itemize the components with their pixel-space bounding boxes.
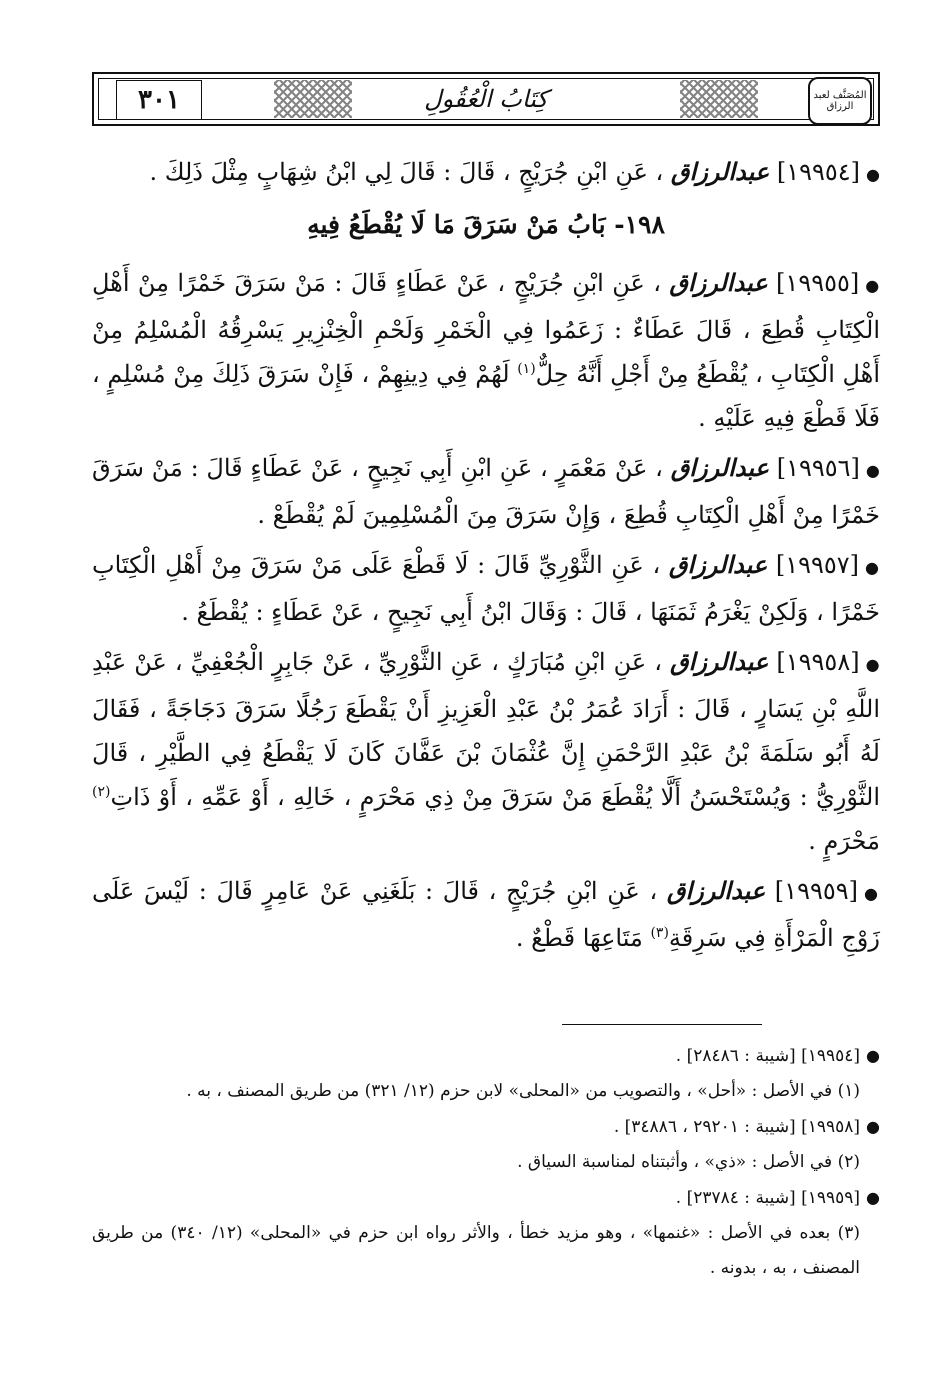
author-name: عبدالرزاق	[666, 876, 766, 905]
bullet-icon: ●	[865, 558, 880, 577]
hadith-19959	[92, 869, 880, 960]
bullet-icon: ●	[865, 461, 880, 480]
hadith-number: [١٩٩٥٤]	[776, 158, 861, 186]
footnote-text: [١٩٩٥٩] [شيبة : ٢٣٧٨٤] .	[675, 1188, 861, 1208]
author-name: عبدالرزاق	[668, 550, 768, 579]
book-logo: المُصَنَّف لعبد الرزاق	[808, 77, 872, 125]
footnote-source-19954	[92, 1038, 880, 1074]
footnote-separator	[562, 1024, 762, 1025]
footnote-ref: (١)	[517, 361, 536, 377]
footnote-source-19958	[92, 1109, 880, 1145]
bullet-icon: ●	[865, 276, 880, 295]
footnote-ref: (٢)	[92, 784, 111, 800]
hadith-19957	[92, 543, 880, 634]
footnotes	[92, 1038, 880, 1286]
author-name: عبدالرزاق	[670, 647, 769, 676]
hadith-text: ، عَنِ ابْنِ جُرَيْجٍ ، عَنْ عَطَاءٍ قَالَ : مَنْ سَرَقَ خَمْرًا مِنْ أَهْلِ الْكِتَابِ قُطِعَ ، قَالَ عَطَاءٌ : زَعَمُوا فِي الْخَمْرِ وَلَحْمِ الْخِنْزِيرِ يَسْرِقُهُ الْمُسْلِمُ مِنْ أَهْلِ الْكِتَابِ ، يُقْطَعُ مِنْ أَجْلِ أَنَّهُ حِلٌّ	[92, 269, 881, 388]
hadith-text-cont: مَتَاعِهَا قَطْعٌ .	[515, 924, 643, 952]
page-number: ٣٠١	[116, 80, 202, 120]
hadith-text: ، عَنِ ابْنِ جُرَيْجٍ ، قَالَ : بَلَغَنِي عَنْ عَامِرٍ قَالَ : لَيْسَ عَلَى زَوْجِ الْمَرْأَةِ فِي سَرِقَةِ	[92, 877, 880, 952]
bullet-icon: ●	[864, 884, 880, 903]
footnote-2	[92, 1145, 880, 1180]
bullet-icon: ●	[865, 655, 880, 674]
hadith-19958	[92, 640, 880, 863]
bullet-icon: ●	[866, 165, 880, 184]
hadith-19955	[92, 261, 880, 440]
bullet-icon: ●	[866, 1117, 880, 1136]
footnote-text: [١٩٩٥٨] [شيبة : ٢٩٢٠١ ، ٣٤٨٨٦] .	[613, 1117, 861, 1137]
hadith-19956	[92, 446, 880, 537]
author-name: عبدالرزاق	[670, 453, 769, 482]
author-name: عبدالرزاق	[670, 157, 770, 186]
hadith-number: [١٩٩٥٦]	[776, 454, 860, 482]
hadith-number: [١٩٩٥٨]	[776, 648, 860, 676]
book-title: كِتَابُ الْعُقُولِ	[400, 85, 572, 113]
footnote-text: (١) في الأصل : «أحل» ، والتصويب من «المحلى» لابن حزم (١٢/ ٣٢١) من طريق المصنف ، به .	[186, 1081, 860, 1101]
hadith-text-cont: مَحْرَمٍ .	[808, 827, 880, 855]
chapter-title: ١٩٨- بَابُ مَنْ سَرَقَ مَا لَا يُقْطَعُ فِيهِ	[307, 210, 665, 239]
hadith-19954	[92, 150, 880, 197]
hadith-number: [١٩٩٥٧]	[775, 551, 860, 579]
hadith-text: ، عَنِ الثَّوْرِيِّ قَالَ : لَا قَطْعَ عَلَى مَنْ سَرَقَ مِنْ أَهْلِ الْكِتَابِ خَمْرًا ، وَلَكِنْ يَغْرَمُ ثَمَنَهَا ، قَالَ : وَقَالَ ابْنُ أَبِي نَجِيحٍ ، عَنْ عَطَاءٍ : يُقْطَعُ .	[92, 551, 880, 626]
footnote-text: [١٩٩٥٤] [شيبة : ٢٨٤٨٦] .	[675, 1046, 861, 1066]
ornament-left	[274, 80, 352, 118]
ornament-right	[680, 80, 758, 118]
hadith-text: ، عَنِ ابْنِ مُبَارَكٍ ، عَنِ الثَّوْرِيِّ ، عَنْ جَابِرٍ الْجُعْفِيِّ ، عَنْ عَبْدِ اللَّهِ بْنِ يَسَارٍ ، قَالَ : أَرَادَ عُمَرُ بْنُ عَبْدِ الْعَزِيزِ أَنْ يَقْطَعَ رَجُلًا سَرَقَ دَجَاجَةً ، فَقَالَ لَهُ أَبُو سَلَمَةَ بْنُ عَبْدِ الرَّحْمَنِ إِنَّ عُثْمَانَ بْنَ عَفَّانَ كَانَ لَا يَقْطَعُ فِي الطَّيْرِ ، قَالَ الثَّوْرِيُّ : وَيُسْتَحْسَنُ أَلَّا يُقْطَعَ مَنْ سَرَقَ مِنْ ذِي مَحْرَمٍ ، خَالِهِ ، أَوْ عَمِّهِ ، أَوْ ذَاتِ	[92, 648, 880, 811]
hadith-number: [١٩٩٥٥]	[776, 269, 860, 297]
hadith-text-cont: لَهُمْ فِي دِينِهِمْ ، فَإِنْ سَرَقَ ذَلِكَ مِنْ مُسْلِمٍ ، فَلَا قَطْعَ فِيهِ عَلَيْهِ .	[92, 360, 880, 432]
hadith-text: ، عَنِ ابْنِ جُرَيْجٍ ، قَالَ : قَالَ لِي ابْنُ شِهَابٍ مِثْلَ ذَلِكَ .	[149, 158, 664, 186]
hadith-text: ، عَنْ مَعْمَرٍ ، عَنِ ابْنِ أَبِي نَجِيحٍ ، عَنْ عَطَاءٍ قَالَ : مَنْ سَرَقَ خَمْرًا مِنْ أَهْلِ الْكِتَابِ قُطِعَ ، وَإِنْ سَرَقَ مِنَ الْمُسْلِمِينَ لَمْ يُقْطَعْ .	[92, 454, 880, 529]
bullet-icon: ●	[866, 1188, 880, 1207]
hadith-number: [١٩٩٥٩]	[774, 877, 858, 905]
footnote-3	[92, 1216, 880, 1286]
footnote-text: (٣) بعده في الأصل : «غنمها» ، وهو مزيد خطأ ، والأثر رواه ابن حزم في «المحلى» (١٢/ ٣٤٠) من طريق المصنف ، به ، بدونه .	[92, 1223, 860, 1278]
main-text	[92, 150, 880, 966]
page-header	[92, 72, 880, 126]
bullet-icon: ●	[866, 1046, 880, 1065]
footnote-text: (٢) في الأصل : «ذي» ، وأثبتناه لمناسبة السياق .	[517, 1152, 860, 1172]
footnote-source-19959	[92, 1180, 880, 1216]
author-name: عبدالرزاق	[669, 268, 768, 297]
footnote-ref: (٣)	[650, 925, 669, 941]
footnote-1	[92, 1074, 880, 1109]
